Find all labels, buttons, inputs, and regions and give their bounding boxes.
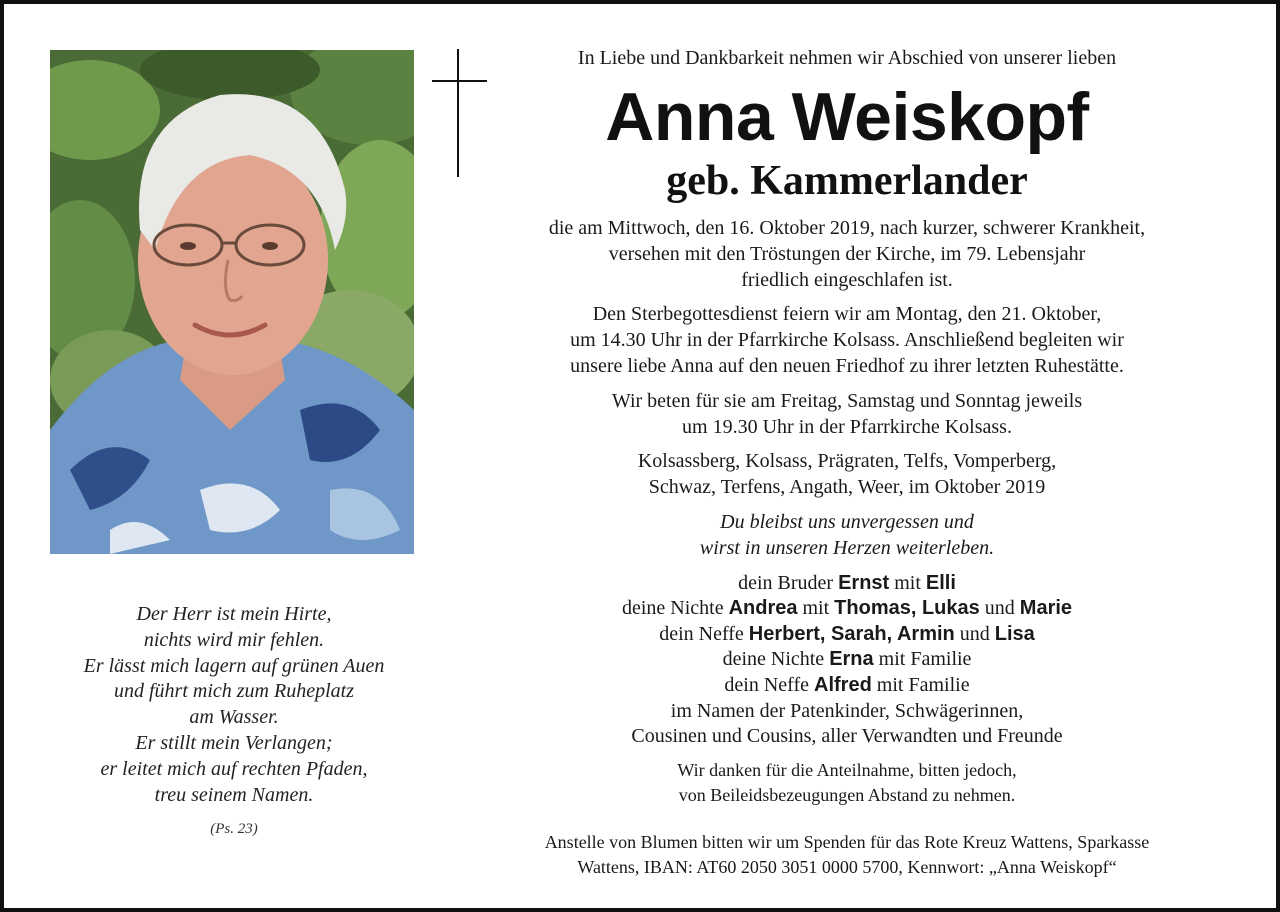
psalm-line: Er lässt mich lagern auf grünen Auen [83,654,385,677]
mourner-name: Alfred [814,673,872,696]
psalm-line: und führt mich zum Ruheplatz [114,680,354,703]
mourner-text: im Namen der Patenkinder, Schwägerinnen, [670,699,1024,722]
death-paragraph [444,216,1250,293]
thanks-paragraph [444,758,1250,808]
text-line: um 14.30 Uhr in der Pfarrkirche Kolsass. Anschließend begleiten wir [570,329,1124,352]
text-line: die am Mittwoch, den 16. Oktober 2019, nach kurzer, schwerer Krankheit, [548,217,1146,239]
mourner-name: Erna [829,648,874,671]
notice-text [444,44,1250,815]
mourner-text: mit Familie [871,673,970,696]
text-line: um 19.30 Uhr in der Pfarrkirche Kolsass. [682,415,1012,438]
mourner-text: und [979,597,1020,620]
text-line: Wir danken für die Anteilnahme, bitten jedoch, [677,759,1017,780]
psalm-reference: (Ps. 23) [210,821,258,837]
psalm-line: Der Herr ist mein Hirte, [136,603,332,625]
mourner-name: Andrea [728,597,798,620]
mourner-name: Ernst [838,571,890,594]
mourner-text: mit [889,571,926,594]
text-line: Du bleibst uns unvergessen und [720,510,974,533]
portrait-photo [50,50,414,554]
memorial-paragraph [444,510,1250,562]
mourner-line [444,596,1250,622]
mourner-text: dein Bruder [738,571,839,594]
mourner-line [444,724,1250,750]
psalm-line: nichts wird mir fehlen. [143,628,325,651]
place-date-paragraph [444,449,1250,501]
psalm-line: Er stillt mein Verlangen; [135,731,333,754]
text-line: wirst in unseren Herzen weiterleben. [699,536,995,559]
deceased-name: Anna Weiskopf [605,79,1089,155]
mourner-line [444,647,1250,673]
psalm-line: er leitet mich auf rechten Pfaden, [100,757,368,780]
text-line: friedlich eingeschlafen ist. [741,268,953,291]
service-paragraph [444,302,1250,379]
text-line: Wir beten für sie am Freitag, Samstag und Sonntag jeweils [611,389,1083,412]
mourner-line [444,699,1250,725]
intro-line: In Liebe und Dankbarkeit nehmen wir Abschied von unserer lieben [577,47,1117,69]
mourner-text: dein Neffe [724,673,814,696]
psalm-line: treu seinem Namen. [154,783,314,806]
mourners-list [444,571,1250,750]
mourner-line [444,571,1250,597]
mourner-name: Elli [925,571,956,594]
mourner-text: Cousinen und Cousins, aller Verwandten und Freunde [631,725,1063,748]
psalm-text [34,602,434,808]
text-line: Wattens, IBAN: AT60 2050 3051 0000 5700, Kennwort: „Anna Weiskopf“ [577,857,1117,877]
mourner-text: mit [797,597,835,620]
mourner-text: mit Familie [873,648,972,671]
psalm-line: am Wasser. [189,706,279,729]
text-line: versehen mit den Tröstungen der Kirche, im 79. Lebensjahr [608,242,1086,265]
text-line: Schwaz, Terfens, Angath, Weer, im Oktober 2019 [648,476,1046,499]
mourner-line [444,622,1250,648]
maiden-name: geb. Kammerlander [666,158,1028,204]
donation-paragraph [444,830,1250,880]
text-line: von Beileidsbezeugungen Abstand zu nehmen. [678,784,1016,805]
text-line: Den Sterbegottesdienst feiern wir am Montag, den 21. Oktober, [592,303,1102,326]
mourner-text: dein Neffe [659,622,749,645]
text-line: Kolsassberg, Kolsass, Prägraten, Telfs, Vomperberg, [637,450,1057,473]
text-line: unsere liebe Anna auf den neuen Friedhof zu ihrer letzten Ruhestätte. [570,354,1124,377]
prayer-paragraph [444,389,1250,441]
mourner-name: Marie [1019,597,1073,620]
mourner-text: deine Nichte [722,648,830,671]
mourner-name: Herbert, Sarah, Armin [748,622,955,645]
mourner-line [444,673,1250,699]
mourner-name: Thomas, Lukas [834,597,980,620]
text-line: Anstelle von Blumen bitten wir um Spenden für das Rote Kreuz Wattens, Sparkasse [544,832,1150,852]
mourner-name: Lisa [994,622,1035,645]
mourner-text: deine Nichte [621,597,729,620]
mourner-text: und [954,622,995,645]
